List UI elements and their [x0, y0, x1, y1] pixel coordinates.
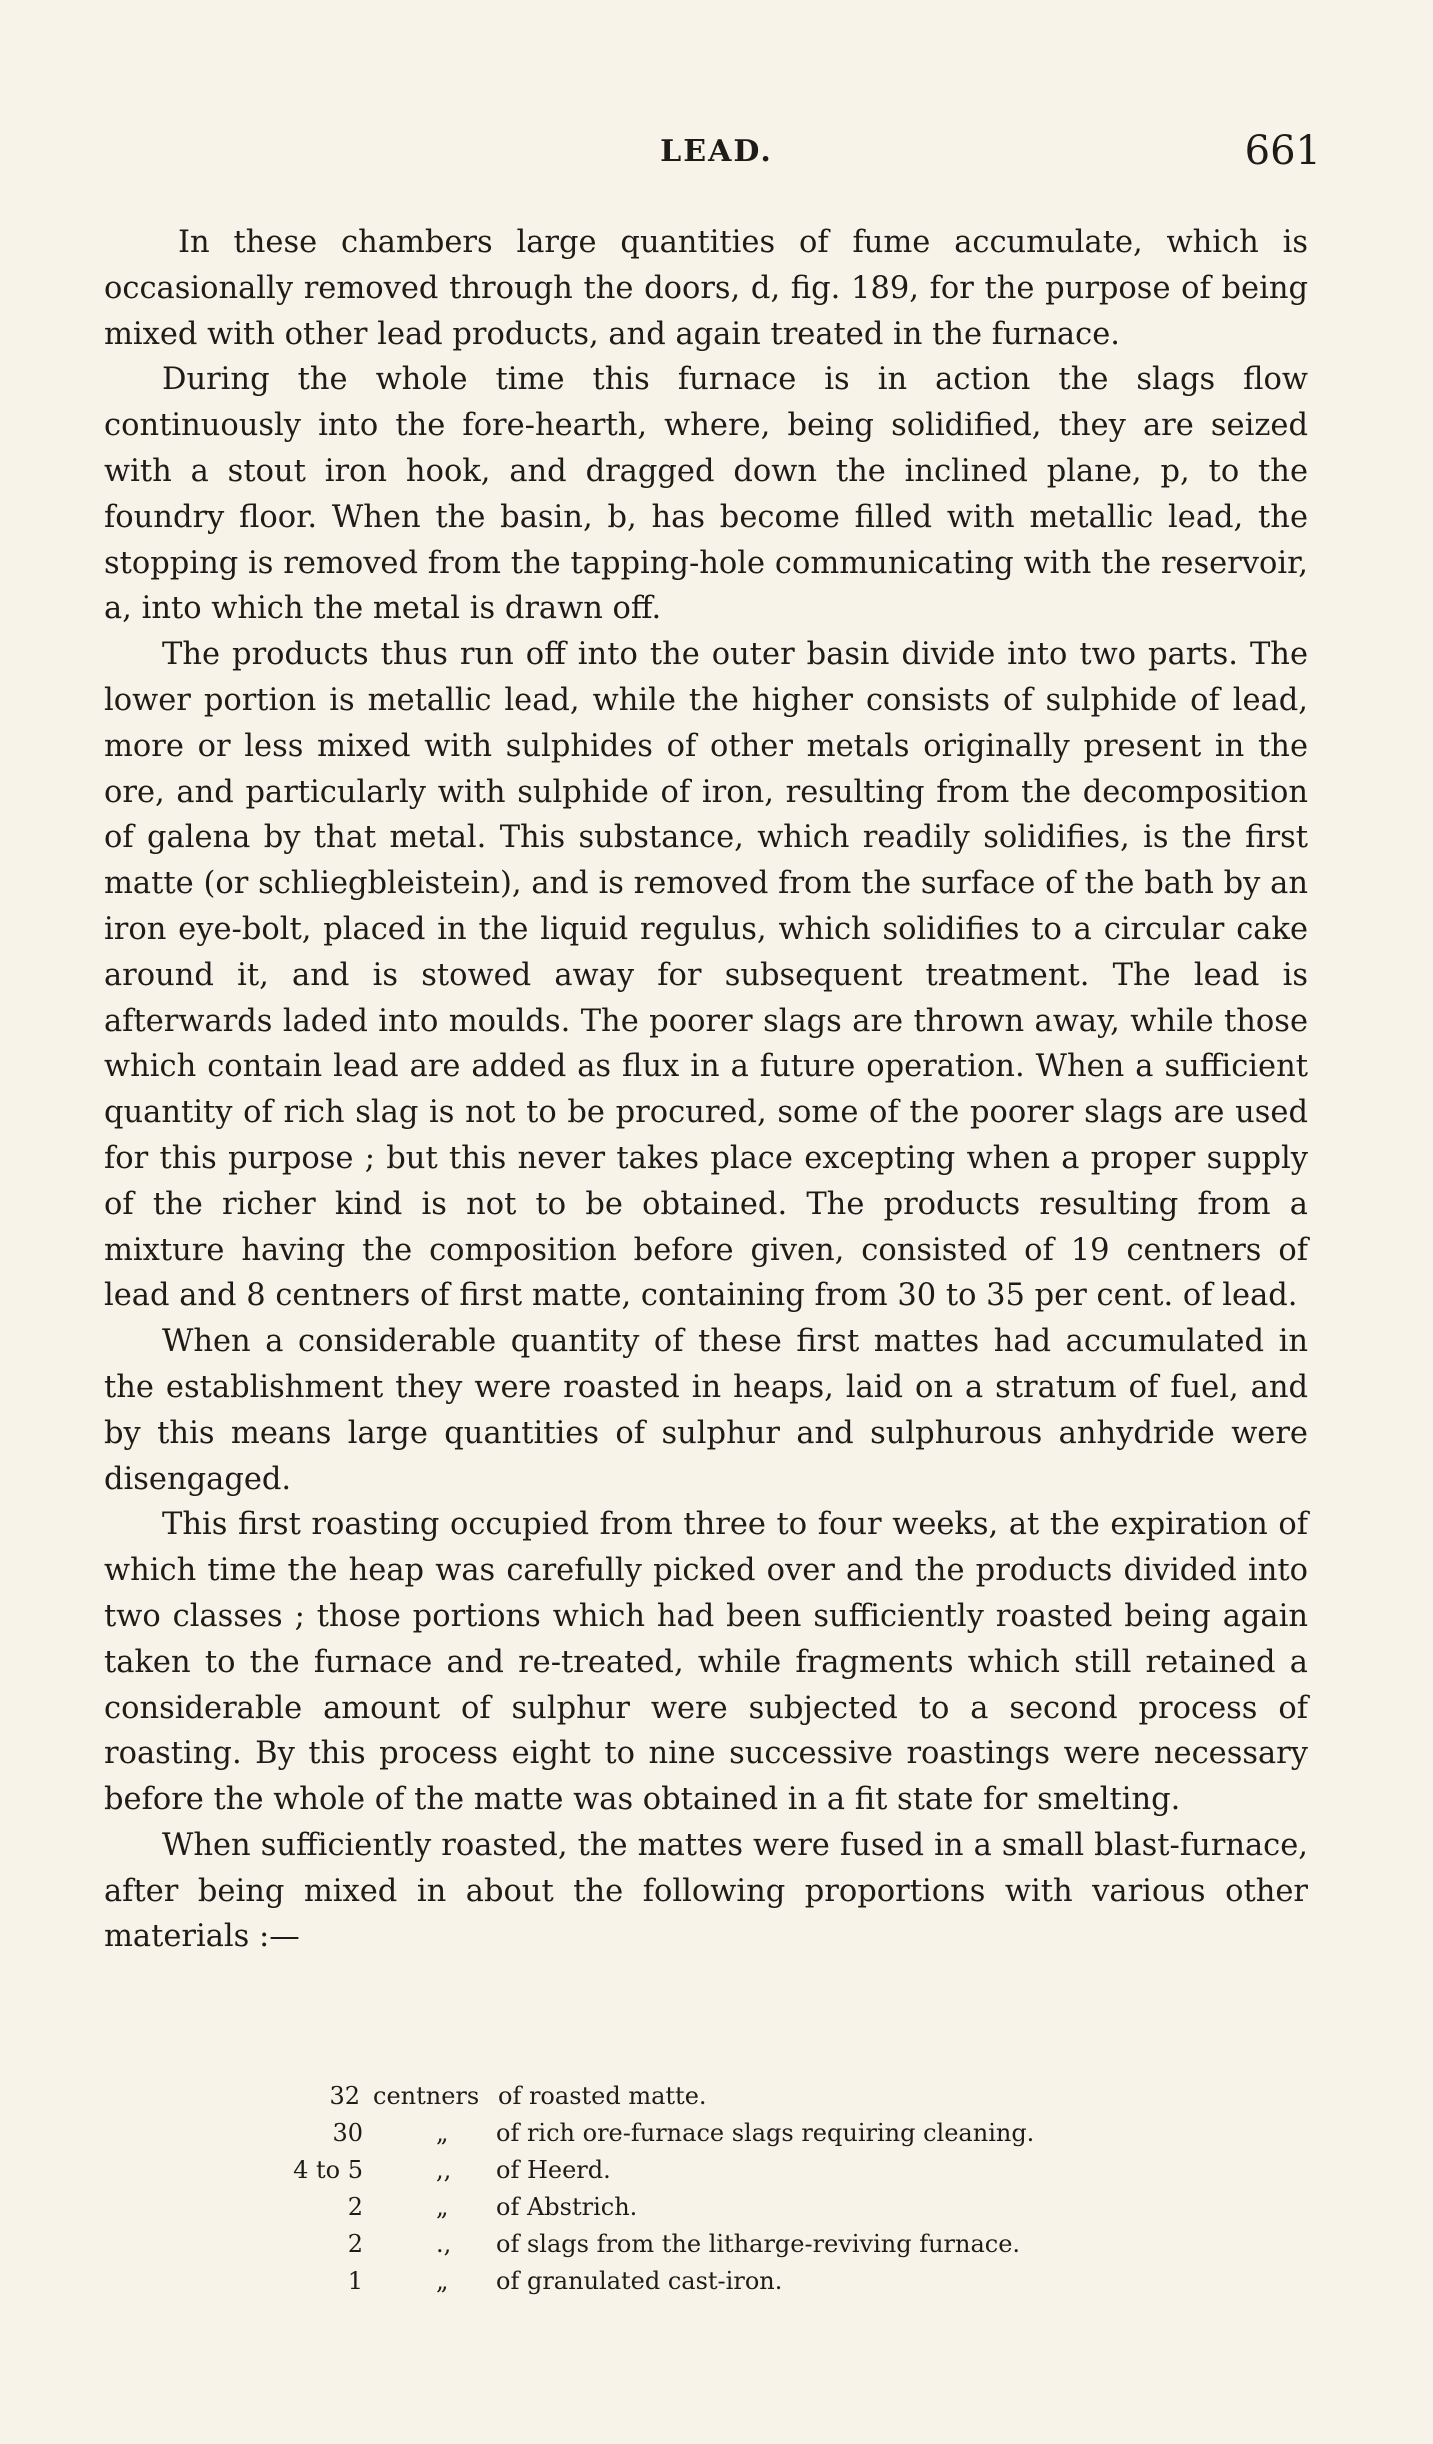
list-item	[0, 2115, 1433, 2152]
paragraph: When a considerable quantity of these first mattes had accumulated in the establishment they were roasted in heaps, laid on a stratum of fuel, and by this means large quantities of sulphur and sulphurous anhydride were disengaged.	[104, 1324, 1308, 1497]
paragraph: During the whole time this furnace is in action the slags flow continuously into the fore-hearth, where, being solidified, they are seized with a stout iron hook, and dragged down the inclined plane, p, to the foundry floor. When the basin, b, has become filled with metallic lead, the stopping is removed from the tapping-hole communicating with the reservoir, a, into which the metal is drawn off.	[104, 362, 1308, 627]
paragraph: This first roasting occupied from three to four weeks, at the expiration of which time the heap was carefully picked over and the products divided into two classes ; those portions which had been sufficiently roasted being again taken to the furnace and re-treated, while fragments which still retained a considerable amount of sulphur were subjected to a second process of roasting. By this process eight to nine successive roastings were necessary before the whole of the matte was obtained in a fit state for smelting.	[104, 1507, 1308, 1818]
list-item	[0, 2226, 1433, 2263]
material-description: of roasted matte.	[498, 2082, 707, 2110]
quantity: 4 to 5	[293, 2156, 363, 2184]
material-description: of Heerd.	[496, 2156, 611, 2184]
quantity: 2	[347, 2230, 363, 2258]
ditto-mark: „	[436, 2119, 449, 2147]
quantity: 32	[329, 2082, 360, 2110]
quantity: 1	[347, 2267, 363, 2295]
ditto-mark: „	[436, 2193, 449, 2221]
material-description: of rich ore-furnace slags requiring cleaning.	[496, 2119, 1035, 2147]
list-item	[0, 2078, 1433, 2115]
list-item	[0, 2152, 1433, 2189]
material-description: of granulated cast-iron.	[496, 2267, 783, 2295]
materials-list	[0, 2078, 1433, 2300]
quantity: 30	[332, 2119, 363, 2147]
paragraph: The products thus run off into the outer basin divide into two parts. The lower portion is metallic lead, while the higher consists of sulphide of lead, more or less mixed with sulphides of other metals originally present in the ore, and particularly with sulphide of iron, resulting from the decomposition of galena by that metal. This substance, which readily solidifies, is the first matte (or schliegbleistein), and is removed from the surface of the bath by an iron eye-bolt, placed in the liquid regulus, which solidifies to a circular cake around it, and is stowed away for subsequent treatment. The lead is afterwards laded into moulds. The poorer slags are thrown away, while those which contain lead are added as flux in a future operation. When a sufficient quantity of rich slag is not to be procured, some of the poorer slags are used for this purpose ; but this never takes place excepting when a proper supply of the richer kind is not to be obtained. The products resulting from a mixture having the composition before given, consisted of 19 centners of lead and 8 centners of first matte, containing from 30 to 35 per cent. of lead.	[104, 637, 1308, 1314]
ditto-mark: .,	[436, 2230, 452, 2258]
ditto-mark: ,,	[436, 2156, 452, 2184]
paragraph: When sufficiently roasted, the mattes were fused in a small blast-furnace, after being mixed in about the following proportions with various other materials :—	[104, 1827, 1308, 1955]
unit: centners	[373, 2082, 480, 2110]
material-description: of slags from the litharge-reviving furnace.	[496, 2230, 1021, 2258]
page-header	[0, 128, 1433, 178]
body-text	[104, 220, 1308, 1960]
list-item	[0, 2263, 1433, 2300]
quantity: 2	[347, 2193, 363, 2221]
paragraph: In these chambers large quantities of fume accumulate, which is occasionally removed through the doors, d, fig. 189, for the purpose of being mixed with other lead products, and again treated in the furnace.	[104, 225, 1308, 352]
material-description: of Abstrich.	[496, 2193, 638, 2221]
list-item	[0, 2189, 1433, 2226]
ditto-mark: „	[436, 2267, 449, 2295]
running-title: LEAD.	[660, 134, 773, 169]
page-number: 661	[1244, 128, 1321, 174]
